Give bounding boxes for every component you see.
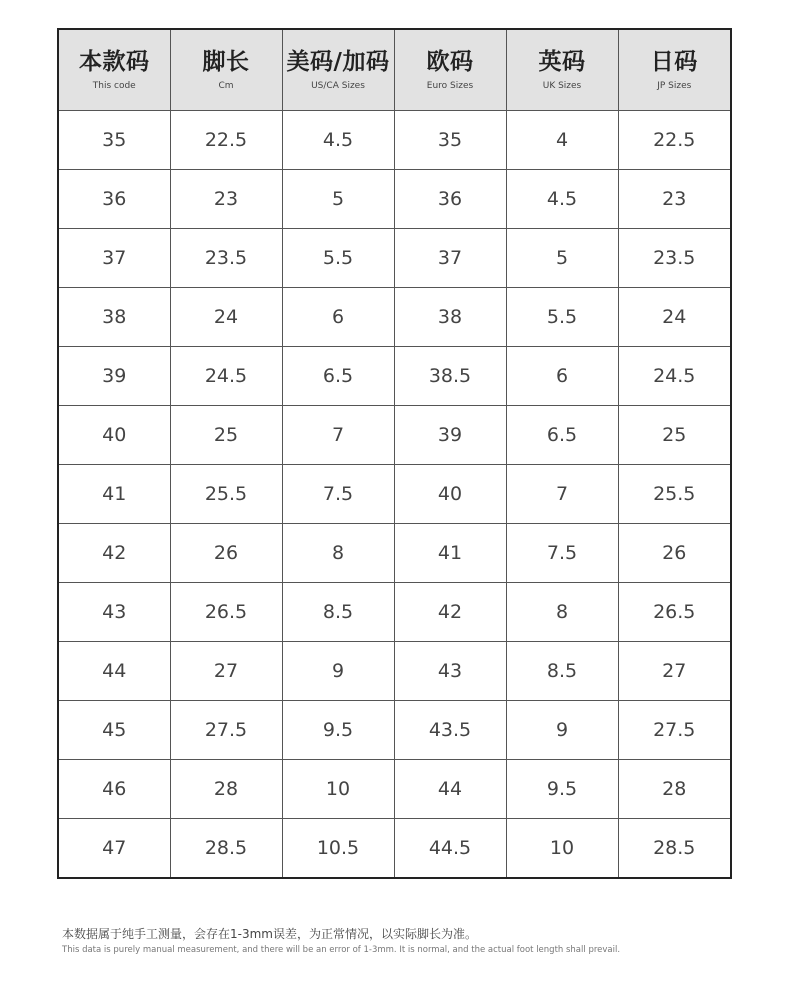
cell-foot-length: 27 <box>170 642 282 701</box>
table-row <box>58 406 731 465</box>
cell-euro-size: 38 <box>394 288 506 347</box>
cell-us-ca-size: 4.5 <box>282 111 394 170</box>
cell-foot-length: 23.5 <box>170 229 282 288</box>
cell-euro-size: 42 <box>394 583 506 642</box>
table-row <box>58 465 731 524</box>
cell-uk-size: 5.5 <box>506 288 618 347</box>
cell-this-code: 45 <box>58 701 170 760</box>
cell-us-ca-size: 5.5 <box>282 229 394 288</box>
cell-foot-length: 22.5 <box>170 111 282 170</box>
table-row <box>58 760 731 819</box>
cell-us-ca-size: 5 <box>282 170 394 229</box>
cell-uk-size: 6 <box>506 347 618 406</box>
note-text-cn: 本数据属于纯手工测量，会存在1-3mm误差，为正常情况，以实际脚长为准。 <box>62 927 477 941</box>
cell-jp-size: 24 <box>618 288 731 347</box>
table-row <box>58 819 731 879</box>
cell-euro-size: 43.5 <box>394 701 506 760</box>
table-row <box>58 288 731 347</box>
cell-foot-length: 27.5 <box>170 701 282 760</box>
size-chart-body <box>58 111 731 879</box>
cell-this-code: 35 <box>58 111 170 170</box>
cell-jp-size: 27.5 <box>618 701 731 760</box>
cell-uk-size: 10 <box>506 819 618 879</box>
header-us-ca-size <box>282 29 394 111</box>
cell-uk-size: 9.5 <box>506 760 618 819</box>
cell-uk-size: 6.5 <box>506 406 618 465</box>
note-text-en: This data is purely manual measurement, and there will be an error of 1-3mm. It is normal, and the actual foot length shall prevail. <box>62 945 621 955</box>
cell-this-code: 43 <box>58 583 170 642</box>
cell-jp-size: 27 <box>618 642 731 701</box>
table-row <box>58 524 731 583</box>
cell-us-ca-size: 10 <box>282 760 394 819</box>
cell-this-code: 37 <box>58 229 170 288</box>
header-foot-length <box>170 29 282 111</box>
cell-us-ca-size: 9 <box>282 642 394 701</box>
cell-jp-size: 28 <box>618 760 731 819</box>
cell-foot-length: 28 <box>170 760 282 819</box>
table-row <box>58 583 731 642</box>
size-chart-header <box>58 29 731 111</box>
cell-euro-size: 44 <box>394 760 506 819</box>
header-label-en: JP Sizes <box>657 81 692 91</box>
header-row <box>58 29 731 111</box>
cell-us-ca-size: 8.5 <box>282 583 394 642</box>
cell-euro-size: 40 <box>394 465 506 524</box>
cell-foot-length: 24.5 <box>170 347 282 406</box>
measurement-note <box>62 926 762 956</box>
cell-jp-size: 25 <box>618 406 731 465</box>
header-label-cn: 英码 <box>538 49 586 75</box>
cell-euro-size: 37 <box>394 229 506 288</box>
cell-us-ca-size: 7.5 <box>282 465 394 524</box>
cell-this-code: 39 <box>58 347 170 406</box>
cell-this-code: 44 <box>58 642 170 701</box>
cell-euro-size: 38.5 <box>394 347 506 406</box>
cell-us-ca-size: 8 <box>282 524 394 583</box>
table-row <box>58 642 731 701</box>
cell-jp-size: 28.5 <box>618 819 731 879</box>
table-row <box>58 229 731 288</box>
cell-foot-length: 25.5 <box>170 465 282 524</box>
table-row <box>58 347 731 406</box>
header-this-code <box>58 29 170 111</box>
cell-uk-size: 9 <box>506 701 618 760</box>
cell-this-code: 38 <box>58 288 170 347</box>
cell-uk-size: 4 <box>506 111 618 170</box>
table-row <box>58 111 731 170</box>
cell-euro-size: 41 <box>394 524 506 583</box>
table-row <box>58 170 731 229</box>
cell-this-code: 47 <box>58 819 170 879</box>
cell-this-code: 36 <box>58 170 170 229</box>
cell-uk-size: 4.5 <box>506 170 618 229</box>
cell-uk-size: 5 <box>506 229 618 288</box>
cell-foot-length: 24 <box>170 288 282 347</box>
cell-jp-size: 24.5 <box>618 347 731 406</box>
cell-foot-length: 23 <box>170 170 282 229</box>
cell-jp-size: 22.5 <box>618 111 731 170</box>
header-label-en: US/CA Sizes <box>311 81 365 91</box>
cell-jp-size: 25.5 <box>618 465 731 524</box>
cell-this-code: 40 <box>58 406 170 465</box>
size-chart-table <box>57 28 732 879</box>
cell-us-ca-size: 10.5 <box>282 819 394 879</box>
cell-foot-length: 26 <box>170 524 282 583</box>
header-label-en: This code <box>92 81 136 91</box>
cell-euro-size: 36 <box>394 170 506 229</box>
header-label-cn: 美码/加码 <box>286 49 390 75</box>
cell-euro-size: 43 <box>394 642 506 701</box>
table-row <box>58 701 731 760</box>
header-label-en: Euro Sizes <box>426 81 474 91</box>
cell-uk-size: 8.5 <box>506 642 618 701</box>
header-jp-size <box>618 29 731 111</box>
header-label-cn: 脚长 <box>202 49 250 75</box>
header-uk-size <box>506 29 618 111</box>
cell-us-ca-size: 6 <box>282 288 394 347</box>
cell-jp-size: 26 <box>618 524 731 583</box>
cell-us-ca-size: 6.5 <box>282 347 394 406</box>
header-label-cn: 日码 <box>650 49 698 75</box>
cell-this-code: 46 <box>58 760 170 819</box>
cell-foot-length: 26.5 <box>170 583 282 642</box>
header-label-cn: 欧码 <box>426 49 474 75</box>
header-label-cn: 本款码 <box>79 49 150 75</box>
cell-euro-size: 35 <box>394 111 506 170</box>
cell-uk-size: 7 <box>506 465 618 524</box>
cell-this-code: 41 <box>58 465 170 524</box>
cell-euro-size: 44.5 <box>394 819 506 879</box>
header-euro-size <box>394 29 506 111</box>
cell-us-ca-size: 7 <box>282 406 394 465</box>
cell-uk-size: 7.5 <box>506 524 618 583</box>
cell-jp-size: 23.5 <box>618 229 731 288</box>
header-label-en: Cm <box>218 81 234 91</box>
cell-foot-length: 28.5 <box>170 819 282 879</box>
cell-euro-size: 39 <box>394 406 506 465</box>
cell-jp-size: 26.5 <box>618 583 731 642</box>
cell-this-code: 42 <box>58 524 170 583</box>
cell-uk-size: 8 <box>506 583 618 642</box>
cell-us-ca-size: 9.5 <box>282 701 394 760</box>
header-label-en: UK Sizes <box>542 81 582 91</box>
cell-jp-size: 23 <box>618 170 731 229</box>
cell-foot-length: 25 <box>170 406 282 465</box>
